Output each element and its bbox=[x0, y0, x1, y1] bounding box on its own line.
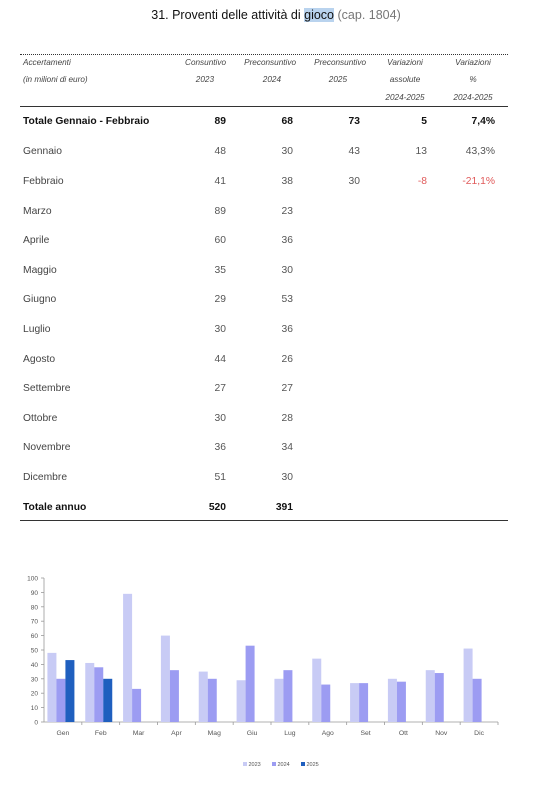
row-label: Novembre bbox=[23, 442, 71, 453]
x-tick-label: Ott bbox=[398, 730, 408, 737]
cell-c2023: 89 bbox=[214, 116, 226, 127]
bar-2024-gen bbox=[56, 679, 65, 722]
cell-c2023: 520 bbox=[208, 502, 226, 513]
x-tick-label: Mar bbox=[132, 730, 145, 737]
table-header-rule bbox=[20, 106, 508, 107]
cell-c2024: 26 bbox=[281, 354, 293, 365]
header-accertamenti: Accertamenti bbox=[23, 58, 71, 67]
bar-2023-ott bbox=[388, 679, 397, 722]
cell-c2023: 30 bbox=[214, 324, 226, 335]
table-top-rule bbox=[20, 54, 508, 55]
bar-2024-set bbox=[359, 683, 368, 722]
cell-c2025: 30 bbox=[348, 176, 360, 187]
row-label: Marzo bbox=[23, 206, 52, 217]
cell-c2023: 30 bbox=[214, 413, 226, 424]
bar-2024-lug bbox=[283, 670, 292, 722]
header-variazioni-abs: Variazioni bbox=[387, 58, 423, 67]
row-label: Settembre bbox=[23, 383, 71, 394]
cell-c2023: 48 bbox=[214, 146, 226, 157]
cell-c2023: 89 bbox=[214, 206, 226, 217]
bar-2024-giu bbox=[246, 646, 255, 722]
row-label: Febbraio bbox=[23, 176, 64, 187]
row-label: Ottobre bbox=[23, 413, 58, 424]
bar-2023-mar bbox=[123, 594, 132, 722]
bar-2024-ago bbox=[321, 685, 330, 722]
x-tick-label: Lug bbox=[284, 730, 296, 737]
header-unit: (in milioni di euro) bbox=[23, 75, 88, 84]
y-tick-label: 100 bbox=[27, 575, 38, 583]
row-label: Totale Gennaio - Febbraio bbox=[23, 116, 150, 127]
row-label: Dicembre bbox=[23, 472, 68, 483]
cell-c2025: 43 bbox=[348, 146, 360, 157]
legend-label-2023: 2023 bbox=[248, 762, 261, 768]
legend-label-2025: 2025 bbox=[306, 762, 319, 768]
cell-c2024: 28 bbox=[281, 413, 293, 424]
cell-c2023: 51 bbox=[214, 472, 226, 483]
header-2024: 2024 bbox=[262, 75, 281, 84]
x-tick-label: Ago bbox=[321, 730, 334, 737]
bar-2023-feb bbox=[85, 663, 94, 722]
y-tick-label: 0 bbox=[34, 719, 38, 727]
x-tick-label: Mag bbox=[207, 730, 221, 737]
row-label: Maggio bbox=[23, 265, 57, 276]
table-bottom-rule bbox=[20, 520, 508, 521]
cell-abs: 5 bbox=[421, 116, 427, 127]
y-tick-label: 60 bbox=[30, 633, 38, 641]
header-period-pct: 2024-2025 bbox=[453, 93, 493, 102]
y-tick-label: 10 bbox=[30, 705, 38, 713]
bar-2023-dic bbox=[464, 649, 473, 722]
title-highlight: gioco bbox=[304, 8, 335, 22]
x-tick-label: Feb bbox=[94, 730, 107, 737]
y-tick-label: 30 bbox=[30, 676, 38, 684]
x-tick-label: Dic bbox=[474, 730, 484, 737]
legend-swatch-2024 bbox=[272, 762, 276, 766]
bar-2024-feb bbox=[94, 667, 103, 722]
x-tick-label: Apr bbox=[171, 730, 182, 737]
cell-c2023: 35 bbox=[214, 265, 226, 276]
bar-2025-feb bbox=[103, 679, 112, 722]
bar-2023-mag bbox=[199, 672, 208, 722]
row-label: Giugno bbox=[23, 294, 57, 305]
cell-c2024: 30 bbox=[281, 265, 293, 276]
header-percent: % bbox=[469, 75, 477, 84]
header-assolute: assolute bbox=[389, 75, 421, 84]
cell-c2024: 38 bbox=[281, 176, 293, 187]
cell-c2024: 30 bbox=[281, 146, 293, 157]
cell-c2024: 36 bbox=[281, 235, 293, 246]
x-tick-label: Nov bbox=[435, 730, 448, 737]
header-2023: 2023 bbox=[195, 75, 214, 84]
title-main: 31. Proventi delle attività di bbox=[151, 8, 301, 22]
cell-c2024: 391 bbox=[275, 502, 293, 513]
cell-c2025: 73 bbox=[348, 116, 360, 127]
x-tick-label: Gen bbox=[56, 730, 70, 737]
cell-c2024: 68 bbox=[281, 116, 293, 127]
cell-c2023: 29 bbox=[214, 294, 226, 305]
cell-c2023: 41 bbox=[214, 176, 226, 187]
cell-pct: 43,3% bbox=[465, 146, 495, 157]
bar-2024-nov bbox=[435, 673, 444, 722]
legend-label-2024: 2024 bbox=[277, 762, 290, 768]
y-tick-label: 70 bbox=[30, 618, 38, 626]
cell-c2024: 23 bbox=[281, 206, 293, 217]
header-preconsuntivo-2025: Preconsuntivo bbox=[314, 58, 366, 67]
y-tick-label: 90 bbox=[30, 589, 38, 597]
cell-c2023: 60 bbox=[214, 235, 226, 246]
y-tick-label: 40 bbox=[30, 661, 38, 669]
cell-c2024: 34 bbox=[281, 442, 293, 453]
header-variazioni-pct: Variazioni bbox=[455, 58, 491, 67]
header-consuntivo: Consuntivo bbox=[185, 58, 226, 67]
title-cap: (cap. 1804) bbox=[337, 8, 401, 22]
y-tick-label: 80 bbox=[30, 604, 38, 612]
cell-abs: 13 bbox=[415, 146, 427, 157]
bar-2024-ott bbox=[397, 682, 406, 722]
legend-swatch-2025 bbox=[301, 762, 305, 766]
cell-c2024: 36 bbox=[281, 324, 293, 335]
cell-c2024: 27 bbox=[281, 383, 293, 394]
bar-2023-giu bbox=[237, 680, 246, 722]
row-label: Luglio bbox=[23, 324, 51, 335]
cell-pct: 7,4% bbox=[471, 116, 495, 127]
bar-2024-mag bbox=[208, 679, 217, 722]
cell-c2023: 44 bbox=[214, 354, 226, 365]
cell-c2023: 27 bbox=[214, 383, 226, 394]
header-period-abs: 2024-2025 bbox=[385, 93, 425, 102]
row-label: Aprile bbox=[23, 235, 50, 246]
bar-2023-nov bbox=[426, 670, 435, 722]
bar-2024-dic bbox=[473, 679, 482, 722]
bar-2024-apr bbox=[170, 670, 179, 722]
bar-2025-gen bbox=[65, 660, 74, 722]
x-tick-label: Set bbox=[360, 730, 371, 737]
cell-c2023: 36 bbox=[214, 442, 226, 453]
row-label: Agosto bbox=[23, 354, 56, 365]
row-label: Gennaio bbox=[23, 146, 62, 157]
cell-c2024: 53 bbox=[281, 294, 293, 305]
header-preconsuntivo-2024: Preconsuntivo bbox=[244, 58, 296, 67]
page-title bbox=[0, 8, 552, 22]
bar-2023-apr bbox=[161, 636, 170, 722]
bar-chart bbox=[0, 560, 552, 788]
bar-2024-mar bbox=[132, 689, 141, 722]
cell-c2024: 30 bbox=[281, 472, 293, 483]
bar-2023-set bbox=[350, 683, 359, 722]
bar-2023-ago bbox=[312, 659, 321, 722]
cell-pct: -21,1% bbox=[462, 176, 495, 187]
legend-swatch-2023 bbox=[243, 762, 247, 766]
y-tick-label: 20 bbox=[30, 690, 38, 698]
bar-2023-gen bbox=[47, 653, 56, 722]
header-2025: 2025 bbox=[328, 75, 347, 84]
row-label: Totale annuo bbox=[23, 502, 87, 513]
x-tick-label: Giu bbox=[246, 730, 258, 737]
y-tick-label: 50 bbox=[30, 647, 38, 655]
bar-2023-lug bbox=[274, 679, 283, 722]
cell-abs: -8 bbox=[417, 176, 427, 187]
